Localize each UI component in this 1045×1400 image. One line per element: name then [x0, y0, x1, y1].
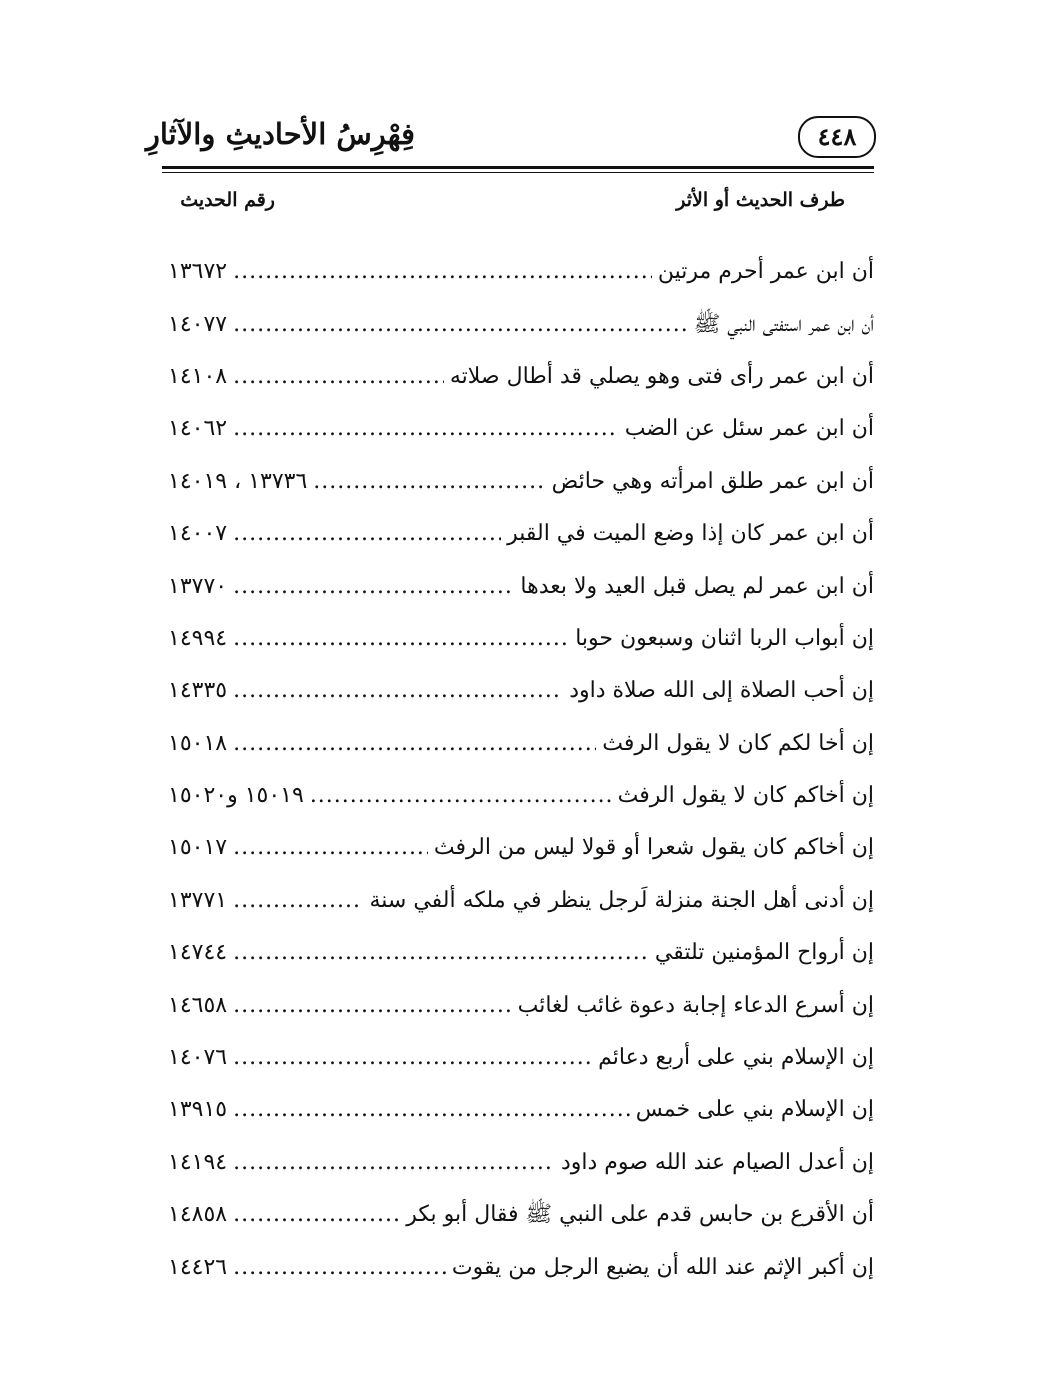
index-entry — [168, 770, 874, 822]
entry-text: أن ابن عمر لم يصل قبل العيد ولا بعدها — [520, 573, 874, 599]
column-heading-hadith: طرف الحديث أو الأثر — [676, 189, 845, 211]
index-entry — [168, 351, 874, 403]
entry-number: ١٣٩١٥ — [168, 1097, 228, 1123]
dot-leader — [233, 676, 563, 706]
dot-leader — [233, 1148, 555, 1178]
dot-leader — [233, 1043, 592, 1073]
header-rule-thick — [162, 166, 874, 169]
entry-number: ١٤٠٠٧ — [168, 521, 228, 547]
entry-number: ١٤٧٤٤ — [168, 940, 228, 966]
dot-leader — [233, 833, 428, 863]
entry-number: ١٤٣٣٥ — [168, 678, 228, 704]
entry-number: ١٤٨٥٨ — [168, 1202, 228, 1228]
column-heading-number: رقم الحديث — [180, 189, 275, 211]
entry-number: ١٣٧٧١ — [168, 887, 228, 913]
entry-text: إن أخا لكم كان لا يقول الرفث — [602, 730, 874, 756]
entry-number: ١٤٤٢٦ — [168, 1254, 228, 1280]
dot-leader — [233, 729, 596, 759]
index-entry — [168, 508, 874, 560]
entry-text: إن أكبر الإثم عند الله أن يضيع الرجل من يقوت — [451, 1254, 874, 1280]
entry-number: ١٤٩٩٤ — [168, 625, 228, 651]
entry-number: ١٤١٩٤ — [168, 1149, 228, 1175]
entry-text: إن أخاكم كان لا يقول الرفث — [617, 783, 874, 809]
dot-leader — [233, 572, 514, 602]
entry-text: إن أحب الصلاة إلى الله صلاة داود — [569, 678, 874, 704]
entry-number: ١٤٠٧٧ — [168, 311, 228, 337]
index-entry — [168, 613, 874, 665]
dot-leader — [313, 467, 545, 497]
dot-leader — [233, 519, 501, 549]
entry-number: ١٥٠١٧ — [168, 835, 228, 861]
page-number: ٤٤٨ — [798, 116, 876, 158]
entry-text: إن أعدل الصيام عند الله صوم داود — [560, 1149, 874, 1175]
dot-leader — [233, 624, 569, 654]
entry-number: ١٤٠٧٦ — [168, 1045, 228, 1071]
dot-leader — [233, 991, 512, 1021]
dot-leader — [233, 362, 444, 392]
entry-text: أن ابن عمر رأى فتى وهو يصلي قد أطال صلاته — [449, 363, 874, 389]
entry-number: ١٤٠٦٢ — [168, 416, 228, 442]
entry-text: إن أدنى أهل الجنة منزلة لَرجل ينظر في ملكه ألفي سنة — [369, 887, 874, 913]
entry-text: أن ابن عمر كان إذا وضع الميت في القبر — [507, 521, 874, 547]
entry-text: أن ابن عمر استفتى النبي ﷺ — [693, 311, 874, 337]
entry-number: ١٣٧٧٠ — [168, 573, 228, 599]
entry-text: إن أرواح المؤمنين تلتقي — [654, 940, 874, 966]
entry-number: ١٣٧٣٦ ، ١٤٠١٩ — [168, 468, 308, 494]
header-rule-thin — [162, 172, 874, 173]
entry-text: إن الإسلام بني على أربع دعائم — [598, 1045, 874, 1071]
entry-number: ١٥٠١٩ و١٥٠٢٠ — [168, 783, 304, 809]
index-entry — [168, 1137, 874, 1189]
index-entries — [168, 246, 874, 1294]
dot-leader — [233, 886, 363, 916]
dot-leader — [233, 1200, 400, 1230]
index-entry — [168, 1032, 874, 1084]
dot-leader — [233, 938, 649, 968]
index-entry — [168, 403, 874, 455]
dot-leader — [233, 414, 619, 444]
index-entry — [168, 246, 874, 298]
index-entry — [168, 718, 874, 770]
index-entry — [168, 979, 874, 1031]
index-entry — [168, 822, 874, 874]
dot-leader — [233, 310, 688, 340]
entry-text: أن ابن عمر أحرم مرتين — [657, 259, 874, 285]
entry-text: إن أخاكم كان يقول شعرا أو قولا ليس من الرفث — [433, 835, 874, 861]
entry-text: أن ابن عمر طلق امرأته وهي حائض — [551, 468, 874, 494]
dot-leader — [233, 1095, 630, 1125]
index-entry — [168, 298, 874, 350]
index-entry — [168, 456, 874, 508]
entry-text: إن أسرع الدعاء إجابة دعوة غائب لغائب — [517, 992, 874, 1018]
entry-text: أن الأقرع بن حابس قدم على النبي ﷺ فقال أبو بكر — [406, 1202, 874, 1228]
index-entry — [168, 1084, 874, 1136]
index-entry — [168, 875, 874, 927]
entry-text: إن الإسلام بني على خمس — [635, 1097, 874, 1123]
entry-text: إن أبواب الربا اثنان وسبعون حوبا — [575, 625, 874, 651]
entry-number: ١٥٠١٨ — [168, 730, 228, 756]
entry-number: ١٤٦٥٨ — [168, 992, 228, 1018]
running-title: فِهْرِسُ الأحاديثِ والآثارِ — [145, 117, 415, 151]
index-entry — [168, 665, 874, 717]
index-entry — [168, 1189, 874, 1241]
index-entry — [168, 927, 874, 979]
dot-leader — [310, 781, 612, 811]
dot-leader — [233, 1253, 446, 1283]
index-entry — [168, 560, 874, 612]
entry-number: ١٤١٠٨ — [168, 363, 228, 389]
dot-leader — [233, 257, 652, 287]
entry-number: ١٣٦٧٢ — [168, 259, 228, 285]
index-entry — [168, 1241, 874, 1293]
entry-text: أن ابن عمر سئل عن الضب — [624, 416, 874, 442]
